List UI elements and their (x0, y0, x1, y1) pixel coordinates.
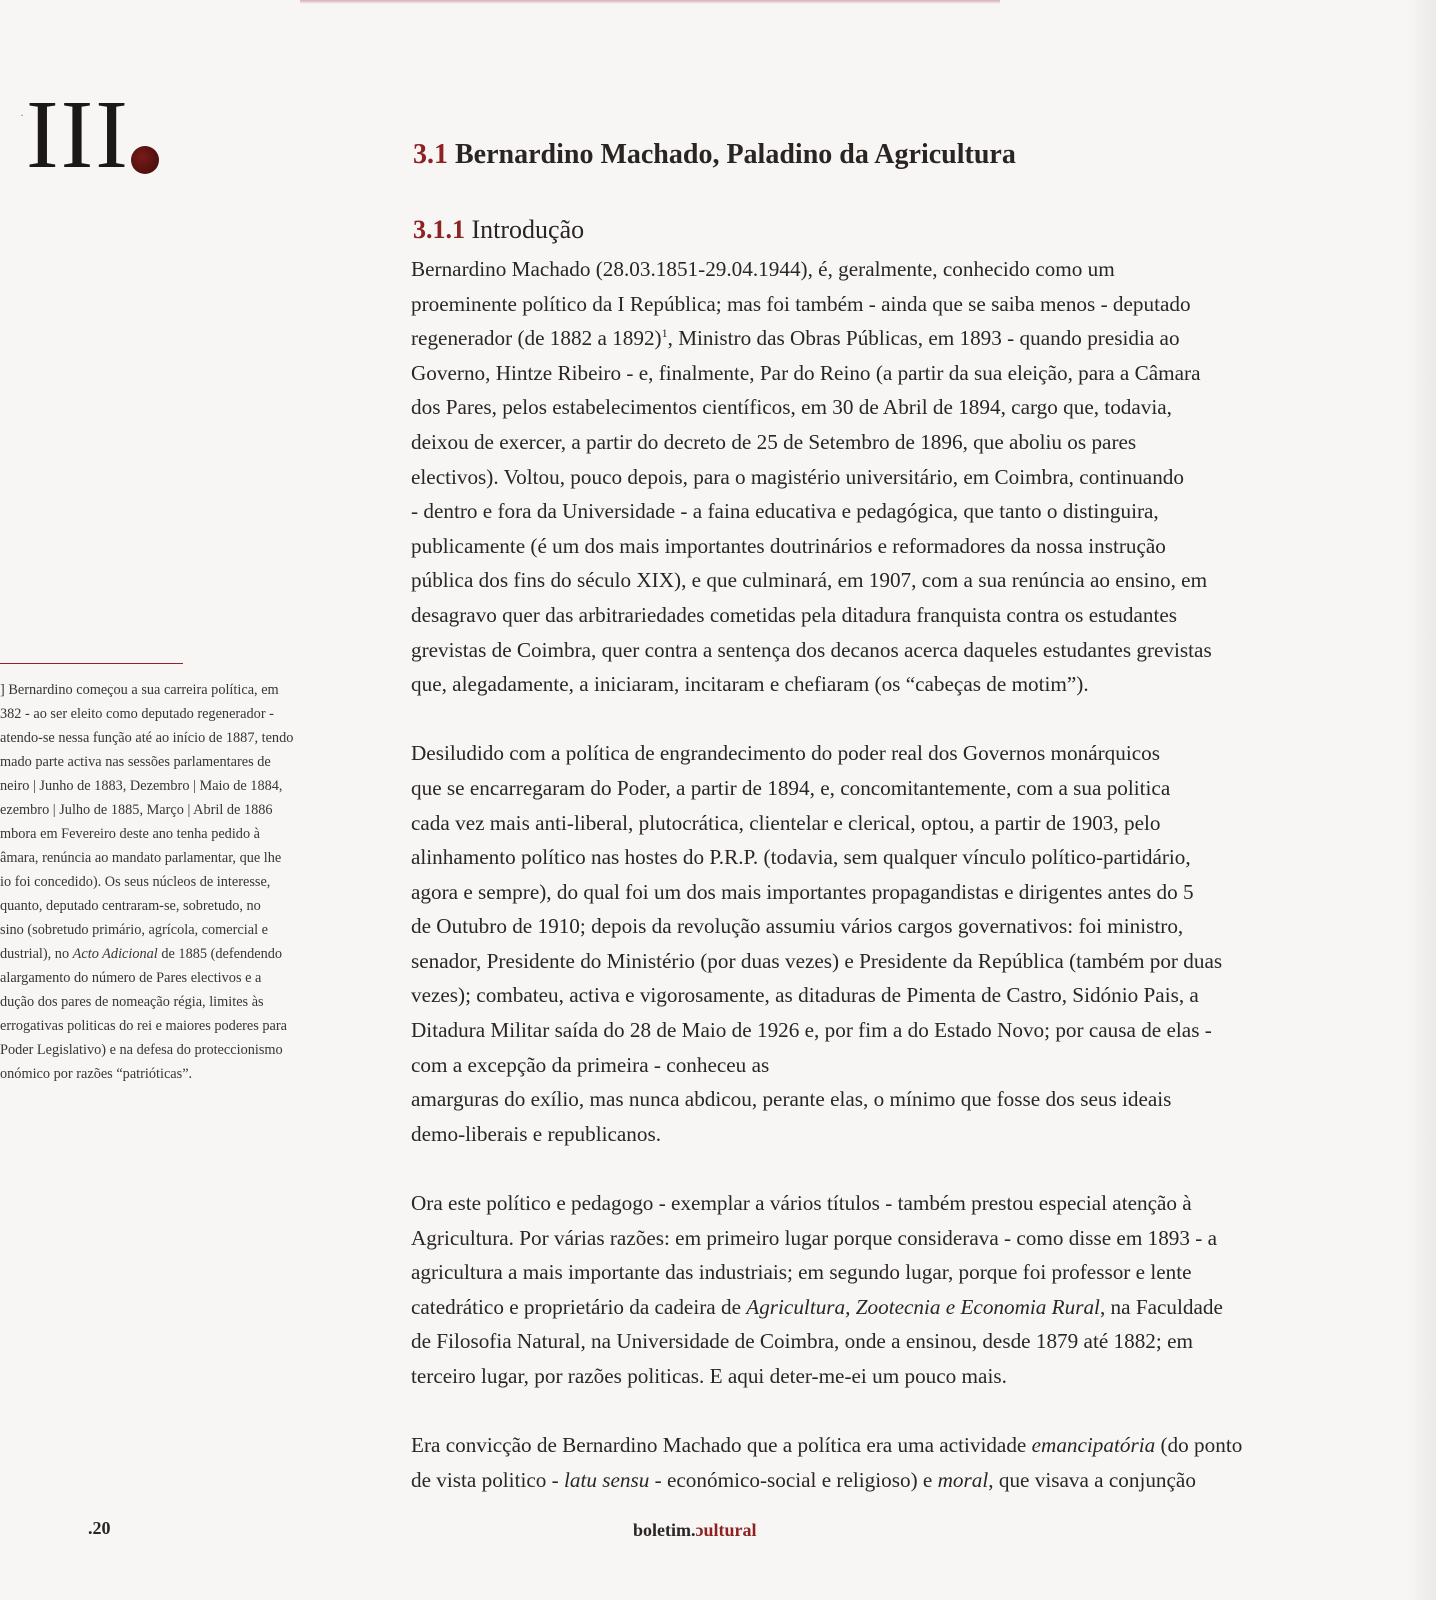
main-text (411, 252, 1416, 1497)
text-line: Governo, Hintze Ribeiro - e, finalmente, Par do Reino (a partir da sua eleição, para a Câmara (411, 360, 1201, 385)
text-line: grevistas de Coimbra, quer contra a sentença dos decanos acerca daqueles estudantes grevistas (411, 637, 1212, 662)
page-top-edge (300, 0, 1000, 4)
text-line: electivos). Voltou, pouco depois, para o magistério universitário, em Coimbra, continuando (411, 464, 1184, 489)
footnote-reference: 1 (661, 326, 668, 341)
section-title: Bernardino Machado, Paladino da Agricultura (455, 139, 1016, 170)
text-line: agricultura a mais importante das industriais; em segundo lugar, porque foi professor e lente (411, 1260, 1192, 1285)
footnote-line: alargamento do número de Pares electivos e a (0, 970, 262, 986)
footnote (0, 678, 380, 1086)
publication-footer (633, 1520, 757, 1541)
text-fragment: , que visava a conjunção (988, 1467, 1196, 1492)
text-line: que se encarregaram do Poder, a partir de 1894, e, concomitantemente, com a sua politica (411, 775, 1171, 800)
text-fragment: catedrático e proprietário da cadeira de (411, 1294, 747, 1319)
publication-name-b: ɔultural (695, 1520, 757, 1540)
subsection-number: 3.1.1 (413, 215, 465, 244)
text-fragment: de 1885 (defendendo (157, 946, 283, 962)
text-line: cada vez mais anti-liberal, plutocrática, clientelar e clerical, optou, a partir de 1903, pelo (411, 810, 1161, 835)
paragraph-2 (411, 736, 1416, 1151)
footnote-line: ] Bernardino começou a sua carreira política, em (0, 682, 279, 698)
text-line: publicamente (é um dos mais importantes doutrinários e reformadores da nossa instrução (411, 533, 1166, 558)
text-line: - dentro e fora da Universidade - a faina educativa e pedagógica, que tanto o distinguira, (411, 499, 1159, 524)
chapter-dot-ornament (131, 146, 159, 174)
paragraph-gap (411, 1394, 1416, 1429)
chapter-numeral: III (26, 81, 130, 189)
footnote-line: onómico por razões “patrióticas”. (0, 1066, 193, 1082)
footnote-line: mado parte activa nas sessões parlamentares de (0, 754, 271, 770)
course-name: Agricultura, Zootecnia e Economia Rural (746, 1294, 1100, 1319)
text-line: com a excepção da primeira - conheceu as (411, 1052, 770, 1077)
text-line: de Filosofia Natural, na Universidade de Coimbra, onde a ensinou, desde 1879 até 1882; em (411, 1329, 1193, 1354)
text-line: desagravo quer das arbitrariedades cometidas pela ditadura franquista contra os estudantes (411, 602, 1177, 627)
footnote-divider (0, 663, 183, 664)
paragraph-3 (411, 1186, 1416, 1394)
footnote-line: sino (sobretudo primário, agrícola, comercial e (0, 922, 268, 938)
paragraph-4 (411, 1428, 1416, 1497)
footnote-line: Poder Legislativo) e na defesa do proteccionismo (0, 1042, 283, 1058)
text-line (411, 1463, 1416, 1498)
text-line: terceiro lugar, por razões politicas. E aqui deter-me-ei um pouco mais. (411, 1364, 1007, 1388)
section-number: 3.1 (413, 139, 448, 170)
footnote-line: errogativas politicas do rei e maiores poderes para (0, 1018, 288, 1034)
text-line: alinhamento político nas hostes do P.R.P. (todavia, sem qualquer vínculo político-partidário, (411, 845, 1191, 870)
emphasis: latu sensu (564, 1467, 650, 1492)
text-line: Agricultura. Por várias razões: em primeiro lugar porque considerava - como disse em 1893 - a (411, 1225, 1218, 1250)
footnote-line: quanto, deputado centraram-se, sobretudo, no (0, 898, 261, 914)
emphasis: emancipatória (1031, 1433, 1156, 1458)
text-line: agora e sempre), do qual foi um dos mais importantes propagandistas e dirigentes antes do 5 (411, 879, 1194, 904)
text-line (411, 1428, 1416, 1463)
footnote-line: âmara, renúncia ao mandato parlamentar, que lhe (0, 850, 282, 866)
text-line: dos Pares, pelos estabelecimentos científicos, em 30 de Abril de 1894, cargo que, todavia, (411, 395, 1172, 420)
text-line: demo-liberais e republicanos. (411, 1121, 662, 1146)
text-line: Desiludido com a política de engrandecimento do poder real dos Governos monárquicos (411, 741, 1161, 766)
text-line: deixou de exercer, a partir do decreto de 25 de Setembro de 1896, que aboliu os pares (411, 429, 1137, 454)
text-line: vezes); combateu, activa e vigorosamente, as ditaduras de Pimenta de Castro, Sidónio Pais, a (411, 983, 1199, 1008)
text-line: Bernardino Machado (28.03.1851-29.04.1944), é, geralmente, conhecido como um (411, 257, 1115, 281)
text-line: Ora este político e pedagogo - exemplar a vários títulos - também prestou especial atenção à (411, 1191, 1192, 1216)
text-line (411, 1290, 1416, 1325)
text-line (411, 321, 1416, 356)
footnote-line: neiro | Junho de 1883, Dezembro | Maio de 1884, (0, 778, 283, 794)
text-fragment: , na Faculdade (1099, 1294, 1223, 1319)
emphasis: moral (937, 1467, 989, 1492)
page-number: .20 (88, 1518, 111, 1538)
text-line: Ditadura Militar saída do 28 de Maio de 1926 e, por fim a do Estado Novo; por causa de elas - (411, 1018, 1212, 1043)
footnote-line: ezembro | Julho de 1885, Março | Abril de 1886 (0, 802, 273, 818)
text-fragment: de vista politico - (411, 1467, 564, 1492)
text-line: proeminente político da I República; mas foi também - ainda que se saiba menos - deputado (411, 291, 1191, 316)
paragraph-1 (411, 252, 1416, 702)
publication-name-a: boletim. (633, 1520, 696, 1540)
section-heading (413, 139, 1016, 171)
footnote-line: dução dos pares de nomeação régia, limites às (0, 994, 264, 1010)
footnote-line: io foi concedido). Os seus núcleos de interesse, (0, 874, 271, 890)
subsection-heading (413, 215, 584, 245)
text-fragment: regenerador (de 1882 a 1892) (411, 326, 662, 351)
text-line: pública dos fins do século XIX), e que culminará, em 1907, com a sua renúncia ao ensino, em (411, 568, 1208, 593)
footnote-line: mbora em Fevereiro deste ano tenha pedido à (0, 826, 261, 842)
text-line: de Outubro de 1910; depois da revolução assumiu vários cargos governativos: foi ministro, (411, 914, 1184, 939)
footnote-line: atendo-se nessa função até ao início de 1887, tendo (0, 730, 294, 746)
print-speck: · (20, 108, 24, 122)
text-fragment: , Ministro das Obras Públicas, em 1893 - quando presidia ao (667, 326, 1180, 351)
text-fragment: - económico-social e religioso) e (649, 1467, 938, 1492)
text-line: senador, Presidente do Ministério (por duas vezes) e Presidente da República (também por duas (411, 948, 1223, 973)
emphasis: Acto Adicional (72, 946, 158, 962)
footnote-line (0, 942, 380, 966)
text-fragment: (do ponto (1155, 1433, 1243, 1458)
text-fragment: Era convicção de Bernardino Machado que a política era uma actividade (411, 1433, 1032, 1458)
paragraph-gap (411, 702, 1416, 737)
text-fragment: dustrial), no (0, 946, 73, 962)
footnote-line: 382 - ao ser eleito como deputado regenerador - (0, 706, 274, 722)
paragraph-gap (411, 1151, 1416, 1186)
text-line: que, alegadamente, a iniciaram, incitaram e chefiaram (os “cabeças de motim”). (411, 672, 1089, 697)
subsection-title: Introdução (471, 215, 585, 244)
text-line: amarguras do exílio, mas nunca abdicou, perante elas, o mínimo que fosse dos seus ideais (411, 1087, 1172, 1112)
